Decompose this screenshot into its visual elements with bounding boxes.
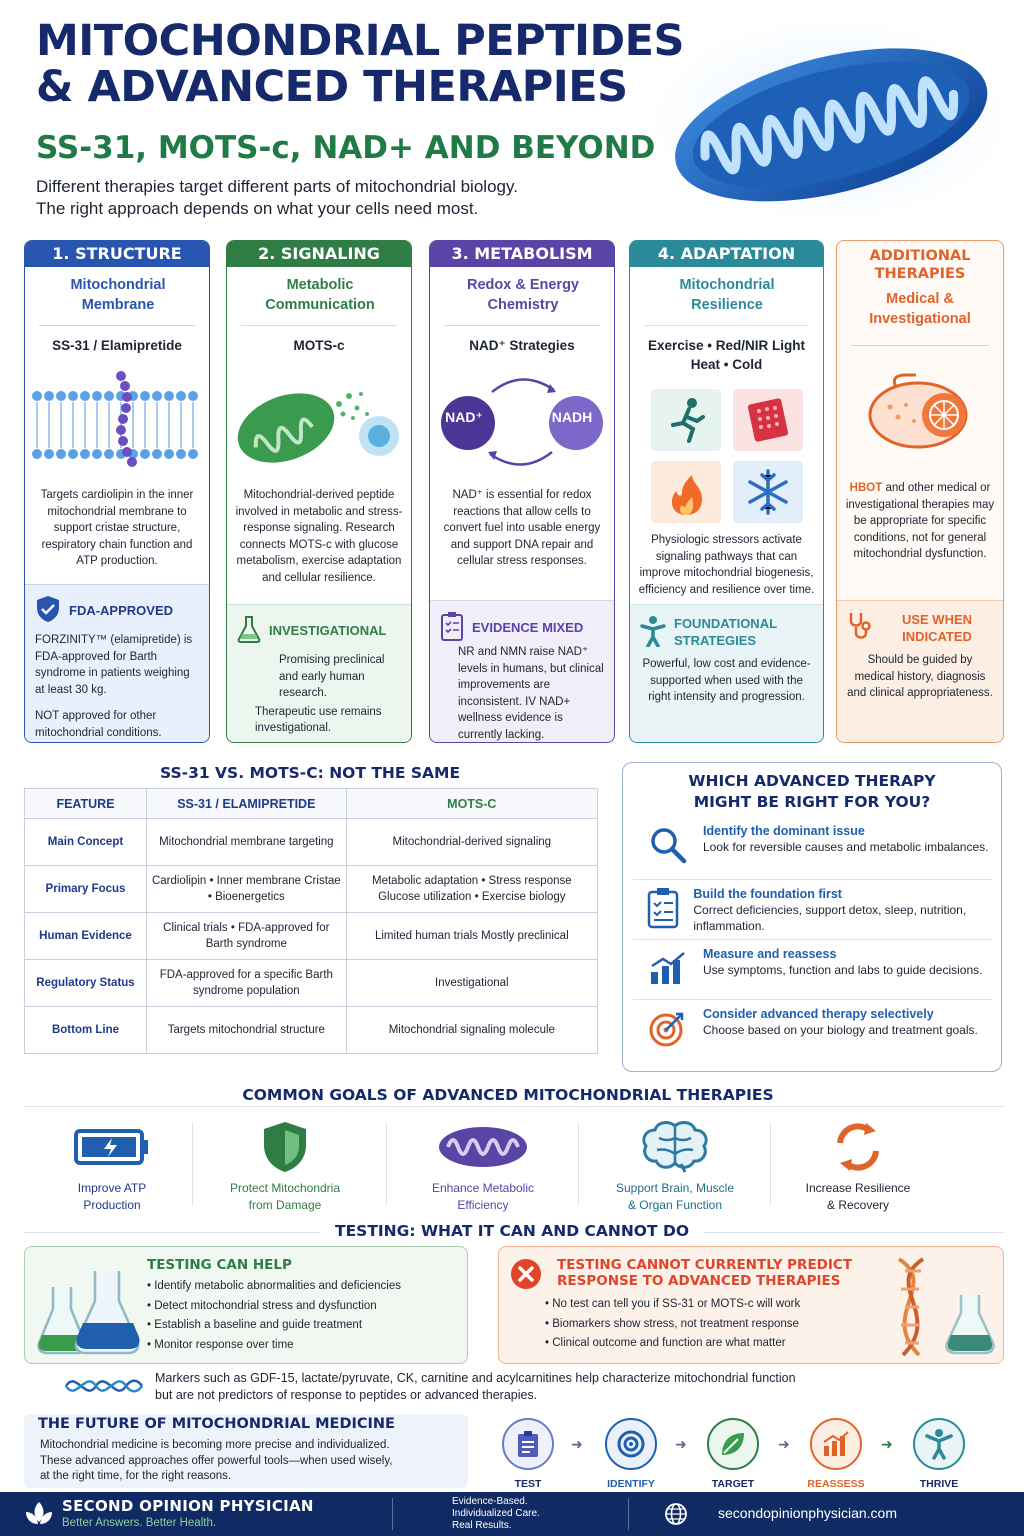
clipboard-icon xyxy=(633,880,693,936)
bar-chart-icon xyxy=(810,1418,862,1470)
dna-flask-icon xyxy=(879,1255,999,1359)
table-row: Human Evidence Clinical trials • FDA-approved for Barth syndrome Limited human trials Mostly preclinical xyxy=(25,913,598,960)
card-description: HBOT and other medical or investigational therapies may be appropriate for specific conditions, not for general mitochondrial dysfunction. xyxy=(845,482,995,560)
card-footnote: FORZINITY™ (elamipretide) is FDA-approved for Barth syndrome in patients weighing at least 30 kg. xyxy=(35,634,193,696)
card-structure xyxy=(24,240,210,743)
step-target: TARGET xyxy=(698,1418,768,1490)
list-item: • Identify metabolic abnormalities and deficiencies xyxy=(147,1277,401,1297)
which-title: WHICH ADVANCED THERAPY MIGHT BE RIGHT FOR YOU? xyxy=(688,772,936,811)
card-footnote: Powerful, low cost and evidence-supported when used with the right intensity and progression. xyxy=(642,658,811,703)
dna-icon xyxy=(64,1374,144,1398)
card-footnote-2: NOT approved for other mitochondrial conditions. xyxy=(35,710,162,739)
nad-cycle-icon xyxy=(430,361,614,481)
clipboard-icon xyxy=(440,611,464,644)
goal-item: Enhance Metabolic Efficiency xyxy=(388,1118,578,1214)
x-circle-icon xyxy=(509,1257,543,1291)
card-signaling xyxy=(226,240,412,743)
cycle-arrows-icon xyxy=(763,1118,953,1176)
card-description: NAD⁺ is essential for redox reactions that allow cells to convert fuel into usable energy and support DNA repair and cellular stress responses. xyxy=(443,489,601,567)
page-subtitle: SS-31, MOTS-c, NAD+ AND BEYOND xyxy=(36,130,656,166)
list-item: • Clinical outcome and function are what matter xyxy=(545,1334,800,1354)
brand-name: SECOND OPINION PHYSICIAN xyxy=(62,1497,314,1515)
bar-chart-icon xyxy=(633,940,703,996)
step-identify: IDENTIFY xyxy=(596,1418,666,1490)
status-badge: INVESTIGATIONAL xyxy=(269,623,387,638)
arrow-icon: ➜ xyxy=(778,1436,790,1452)
person-icon xyxy=(913,1418,965,1470)
card-description: Physiologic stressors activate signaling pathways that can improve mitochondrial biogenesis, efficiency and resilience over time. xyxy=(638,534,815,596)
table-row: Primary Focus Cardiolipin • Inner membrane Cristae • Bioenergetics Metabolic adaptation • Stress response Glucose utilization • Exercise biology xyxy=(25,866,598,913)
future-box xyxy=(24,1414,468,1488)
list-item: Consider advanced therapy selectively Choose based on your biology and treatment goals. xyxy=(633,999,993,1071)
card-subtitle: Medical & Investigational xyxy=(869,291,971,327)
status-badge: FOUNDATIONAL STRATEGIES xyxy=(674,616,777,648)
card-footnote-2: Therapeutic use remains investigational. xyxy=(255,705,382,734)
card-header: 4. ADAPTATION xyxy=(630,241,823,267)
mitochondria-signaling-icon xyxy=(227,361,411,481)
table-row: Regulatory Status FDA-approved for a specific Barth syndrome population Investigational xyxy=(25,960,598,1007)
mitochondrion-icon xyxy=(388,1118,578,1176)
list-item: • Establish a baseline and guide treatment xyxy=(147,1316,401,1336)
goal-item: Improve ATP Production xyxy=(17,1118,207,1214)
arrow-icon: ➜ xyxy=(675,1436,687,1452)
testing-cannot-title: TESTING CANNOT CURRENTLY PREDICT RESPONSE TO ADVANCED THERAPIES xyxy=(557,1257,853,1289)
arrow-icon: ➜ xyxy=(571,1436,583,1452)
brand-tagline: Better Answers. Better Health. xyxy=(62,1517,217,1529)
goal-item: Support Brain, Muscle & Organ Function xyxy=(580,1118,770,1214)
card-header: ADDITIONAL THERAPIES xyxy=(869,248,971,282)
nad-label: NAD⁺ xyxy=(445,409,483,425)
testing-title: TESTING: WHAT IT CAN AND CANNOT DO xyxy=(0,1222,1024,1240)
card-agent: Exercise • Red/NIR Light Heat • Cold xyxy=(647,338,806,372)
nadh-label: NADH xyxy=(551,409,593,425)
flasks-icon xyxy=(33,1257,143,1357)
card-additional xyxy=(836,240,1004,743)
list-item: Identify the dominant issue Look for reversible causes and metabolic imbalances. xyxy=(633,817,993,877)
mitochondrion-illustration xyxy=(655,20,1005,220)
card-header: 3. METABOLISM xyxy=(430,241,614,267)
testing-cannot-box xyxy=(498,1246,1004,1364)
table-row: Bottom Line Targets mitochondrial structure Mitochondrial signaling molecule xyxy=(25,1007,598,1054)
card-metabolism xyxy=(429,240,615,743)
card-description: Mitochondrial-derived peptide involved in metabolic and stress-response signaling. Research connects MOTS-c with glucose metabolism, exercise adaptation and cellular resilience. xyxy=(235,489,403,584)
target-icon xyxy=(633,1000,703,1056)
shield-check-icon xyxy=(35,595,61,626)
table-row: Main Concept Mitochondrial membrane targeting Mitochondrial-derived signaling xyxy=(25,819,598,866)
person-icon xyxy=(640,615,666,650)
testing-can-box xyxy=(24,1246,468,1364)
list-item: • Monitor response over time xyxy=(147,1336,401,1356)
card-subtitle: Mitochondrial Membrane xyxy=(70,277,166,313)
intro-text: Different therapies target different parts of mitochondrial biology. The right approach depends on what your cells need most. xyxy=(36,177,518,218)
goals-title: COMMON GOALS OF ADVANCED MITOCHONDRIAL THERAPIES xyxy=(0,1086,1016,1104)
status-badge: USE WHEN INDICATED xyxy=(901,612,973,644)
table-header-row xyxy=(25,789,598,819)
card-header: 2. SIGNALING xyxy=(227,241,411,267)
future-title: THE FUTURE OF MITOCHONDRIAL MEDICINE xyxy=(38,1416,395,1432)
status-badge: EVIDENCE MIXED xyxy=(472,620,584,635)
testing-can-list xyxy=(147,1277,401,1355)
footer-mission: Evidence-Based. Individualized Care. Real Results. xyxy=(452,1496,540,1531)
card-description: Targets cardiolipin in the inner mitochondrial membrane to support cristae structure, respiratory chain function and ATP production. xyxy=(40,489,194,567)
stethoscope-icon xyxy=(847,611,873,646)
testing-can-title: TESTING CAN HELP xyxy=(147,1257,292,1273)
website-link[interactable]: secondopinionphysician.com xyxy=(718,1505,897,1521)
table-header: MOTS-C xyxy=(346,789,597,819)
future-text: Mitochondrial medicine is becoming more precise and individualized. These advanced approaches offer powerful tools—when used wisely, at the right time, for the right reasons. xyxy=(40,1439,393,1482)
card-subtitle: Redox & Energy Chemistry xyxy=(467,277,579,313)
testing-cannot-list xyxy=(545,1295,800,1354)
flask-icon xyxy=(237,615,261,646)
shield-icon xyxy=(190,1118,380,1176)
hyperbaric-chamber-icon xyxy=(837,360,1003,460)
target-icon xyxy=(605,1418,657,1470)
membrane-icon xyxy=(25,361,209,481)
list-item: Measure and reassess Use symptoms, function and labs to guide decisions. xyxy=(633,939,993,999)
card-footnote: NR and NMN raise NAD⁺ levels in humans, but clinical improvements are inconsistent. IV NAD+ wellness evidence is currently lacking. xyxy=(458,646,604,741)
clipboard-icon xyxy=(502,1418,554,1470)
magnifier-icon xyxy=(633,817,703,873)
comparison-title: SS-31 VS. MOTS-C: NOT THE SAME xyxy=(160,764,461,782)
footer xyxy=(0,1492,1024,1536)
list-item: • Detect mitochondrial stress and dysfunction xyxy=(147,1297,401,1317)
list-item: • No test can tell you if SS-31 or MOTS-c will work xyxy=(545,1295,800,1315)
globe-icon xyxy=(664,1502,688,1526)
list-item: • Biomarkers show stress, not treatment response xyxy=(545,1315,800,1335)
table-header: FEATURE xyxy=(25,789,147,819)
card-agent: MOTS-c xyxy=(293,338,345,353)
leaf-logo-icon xyxy=(24,1500,54,1528)
card-subtitle: Mitochondrial Resilience xyxy=(679,277,775,313)
leaf-icon xyxy=(707,1418,759,1470)
card-agent: SS-31 / Elamipretide xyxy=(52,338,182,353)
card-subtitle: Metabolic Communication xyxy=(265,277,375,313)
card-adaptation xyxy=(629,240,824,743)
step-reassess: REASSESS xyxy=(801,1418,871,1490)
list-item: Build the foundation first Correct deficiencies, support detox, sleep, nutrition, inflammation. xyxy=(633,879,993,939)
goal-item: Increase Resilience & Recovery xyxy=(763,1118,953,1214)
brain-icon xyxy=(580,1118,770,1176)
step-thrive: THRIVE xyxy=(904,1418,974,1490)
stressor-grid xyxy=(630,382,823,532)
status-badge: FDA-APPROVED xyxy=(69,603,174,618)
markers-note: Markers such as GDF-15, lactate/pyruvate, CK, carnitine and acylcarnitines help characterize mitochondrial function but are not predictors of response to peptides or advanced therapies. xyxy=(155,1371,796,1402)
card-header: 1. STRUCTURE xyxy=(25,241,209,267)
which-therapy-panel xyxy=(622,762,1002,1072)
goal-item: Protect Mitochondria from Damage xyxy=(190,1118,380,1214)
card-footnote: Promising preclinical and early human research. xyxy=(279,654,385,699)
comparison-table xyxy=(24,788,598,1054)
battery-icon xyxy=(17,1118,207,1176)
page-title: MITOCHONDRIAL PEPTIDES & ADVANCED THERAPIES xyxy=(36,16,684,113)
card-footnote: Should be guided by medical history, diagnosis and clinical appropriateness. xyxy=(847,654,993,699)
table-header: SS-31 / ELAMIPRETIDE xyxy=(147,789,347,819)
arrow-icon: ➜ xyxy=(881,1436,893,1452)
card-agent: NAD⁺ Strategies xyxy=(469,338,575,353)
step-test: TEST xyxy=(493,1418,563,1490)
